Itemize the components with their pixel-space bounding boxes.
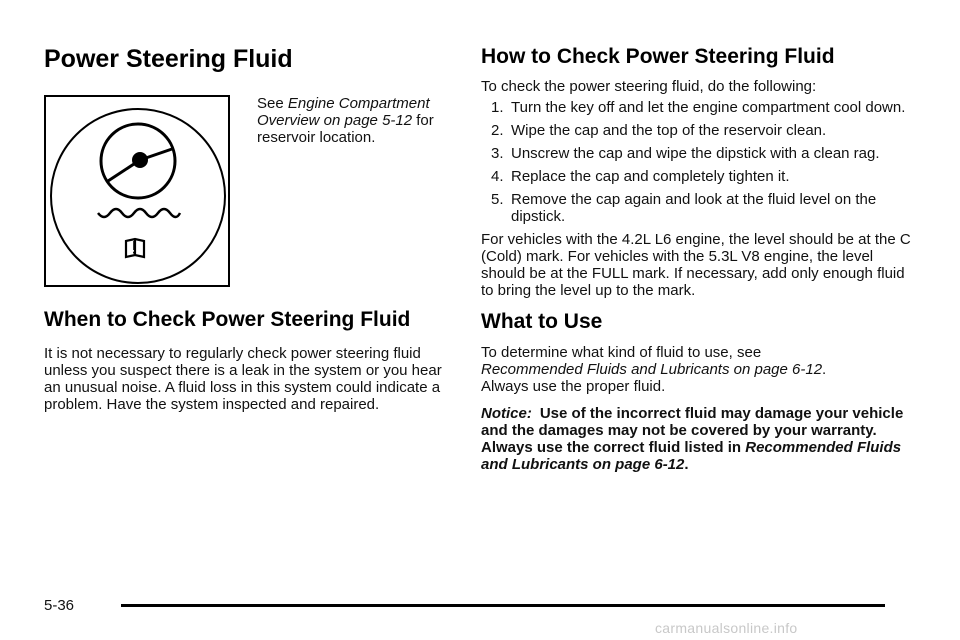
what-to-use-heading: What to Use bbox=[481, 310, 603, 333]
power-steering-fluid-figure bbox=[44, 95, 230, 287]
right-column bbox=[481, 44, 921, 473]
see-page-reference: Engine Compartment Overview on page 5-12 bbox=[257, 95, 430, 129]
when-to-check-heading: When to Check Power Steering Fluid bbox=[44, 308, 411, 331]
figure-row bbox=[44, 95, 454, 305]
when-to-check-paragraph: It is not necessary to regularly check power steering fluid unless you suspect there is a leak in the system or you hear an unusual noise. A fluid loss in this system could indicate a problem. Have the system inspected and repaired. bbox=[44, 345, 442, 413]
list-item: 4. Replace the cap and completely tighten it. bbox=[491, 168, 790, 185]
see-reference-text bbox=[257, 95, 457, 146]
fluid-level-paragraph: For vehicles with the 4.2L L6 engine, the level should be at the C (Cold) mark. For vehicles with the 5.3L V8 engine, the level should be at the FULL mark. If necessary, add only enough fluid to bring the level up to the mark. bbox=[481, 231, 911, 299]
footer-rule bbox=[121, 604, 885, 607]
page-number: 5-36 bbox=[44, 597, 75, 614]
notice-label: Notice: bbox=[481, 405, 532, 422]
see-prefix: See bbox=[257, 95, 284, 112]
left-column bbox=[44, 44, 454, 413]
list-item: 5. Remove the cap again and look at the fluid level on the dipstick. bbox=[491, 191, 877, 225]
notice-paragraph: Notice: Use of the incorrect fluid may damage your vehicle and the damages may not be covered by your warranty. Always use the correct fluid listed in Recommended Fluids and Lubricants on page 6-12. bbox=[481, 405, 904, 473]
how-to-check-heading: How to Check Power Steering Fluid bbox=[481, 45, 835, 68]
power-steering-fluid-symbol-icon bbox=[46, 97, 228, 285]
list-item: 2. Wipe the cap and the top of the reservoir clean. bbox=[491, 122, 827, 139]
how-to-check-intro: To check the power steering fluid, do the following: bbox=[481, 78, 817, 95]
section-title: Power Steering Fluid bbox=[44, 45, 293, 73]
notice-page-reference: Recommended Fluids and Lubricants on page 6-12 bbox=[481, 439, 902, 473]
what-to-use-paragraph: To determine what kind of fluid to use, see Recommended Fluids and Lubricants on page 6-12. Always use the proper fluid. bbox=[481, 344, 827, 395]
list-item: 3. Unscrew the cap and wipe the dipstick with a clean rag. bbox=[491, 145, 880, 162]
fluids-page-reference: Recommended Fluids and Lubricants on page 6-12 bbox=[481, 361, 823, 378]
list-item: 1. Turn the key off and let the engine compartment cool down. bbox=[491, 99, 906, 116]
check-steps-list bbox=[481, 99, 921, 225]
watermark: carmanualsonline.info bbox=[655, 620, 798, 636]
see-suffix: for reservoir location. bbox=[257, 112, 434, 146]
